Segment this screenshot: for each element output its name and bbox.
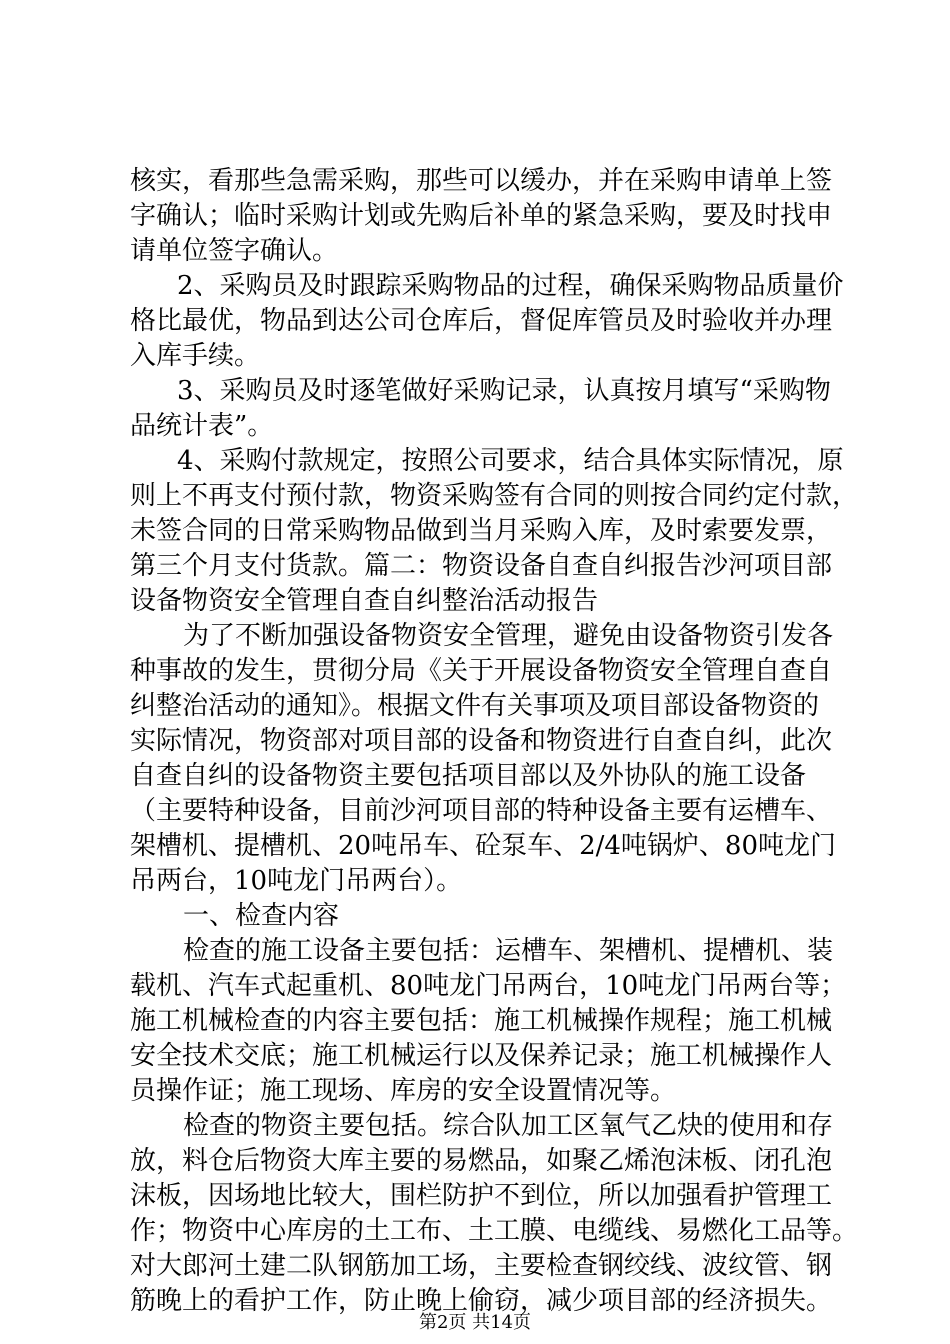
paragraph-start-line: 3、采购员及时逐笔做好采购记录，认真按月填写“采购物 xyxy=(177,376,831,406)
text-line: 实际情况，物资部对项目部的设备和物资进行自查自纠，此次 xyxy=(130,726,833,756)
text-line: 第三个月支付货款。篇二：物资设备自查自纠报告沙河项目部 xyxy=(130,551,833,581)
text-line: 自查自纠的设备物资主要包括项目部以及外协队的施工设备 xyxy=(130,761,807,791)
page-number-footer: 第2页 共14页 xyxy=(418,1312,532,1333)
text-line: 沫板，因场地比较大，围栏防护不到位，所以加强看护管理工 xyxy=(130,1181,833,1211)
text-line: 设备物资安全管理自查自纠整治活动报告 xyxy=(130,586,599,616)
text-line: 筋晚上的看护工作，防止晚上偷窃，减少项目部的经济损失。 xyxy=(130,1286,833,1316)
text-line: 请单位签字确认。 xyxy=(130,236,339,266)
text-line: 则上不再支付预付款，物资采购签有合同的则按合同约定付款， xyxy=(130,481,859,511)
text-line: 作；物资中心库房的土工布、土工膜、电缆线、易燃化工品等。 xyxy=(130,1216,859,1246)
text-line: 架槽机、提槽机、20吨吊车、砼泵车、2/4吨锅炉、80吨龙门 xyxy=(130,831,837,861)
text-line: 载机、汽车式起重机、80吨龙门吊两台，10吨龙门吊两台等； xyxy=(130,971,847,1001)
text-line: 放，料仓后物资大库主要的易燃品，如聚乙烯泡沫板、闭孔泡 xyxy=(130,1146,833,1176)
text-line: 格比最优，物品到达公司仓库后，督促库管员及时验收并办理 xyxy=(130,306,833,336)
text-line: 入库手续。 xyxy=(130,341,261,371)
paragraph-start-line: 为了不断加强设备物资安全管理，避免由设备物资引发各 xyxy=(183,621,834,651)
text-line: 种事故的发生，贯彻分局《关于开展设备物资安全管理自查自 xyxy=(130,656,833,686)
text-line: 品统计表”。 xyxy=(130,411,274,441)
paragraph-start-line: 2、采购员及时跟踪采购物品的过程，确保采购物品质量价 xyxy=(177,271,844,301)
text-line: 核实，看那些急需采购，那些可以缓办，并在采购申请单上签 xyxy=(130,166,833,196)
text-line: 纠整治活动的通知》。根据文件有关事项及项目部设备物资的 xyxy=(130,691,820,721)
text-line: 员操作证；施工现场、库房的安全设置情况等。 xyxy=(130,1076,677,1106)
paragraph-start-line: 4、采购付款规定，按照公司要求，结合具体实际情况，原 xyxy=(177,446,844,476)
text-line: 字确认；临时采购计划或先购后补单的紧急采购，要及时找申 xyxy=(130,201,833,231)
text-line: 安全技术交底；施工机械运行以及保养记录；施工机械操作人 xyxy=(130,1041,833,1071)
section-heading: 一、检查内容 xyxy=(183,901,340,931)
text-line: （主要特种设备，目前沙河项目部的特种设备主要有运槽车、 xyxy=(130,796,833,826)
paragraph-start-line: 检查的施工设备主要包括：运槽车、架槽机、提槽机、装 xyxy=(183,936,834,966)
text-line: 对大郎河土建二队钢筋加工场，主要检查钢绞线、波纹管、钢 xyxy=(130,1251,833,1281)
paragraph-start-line: 检查的物资主要包括。综合队加工区氧气乙炔的使用和存 xyxy=(183,1111,834,1141)
text-line: 吊两台，10吨龙门吊两台）。 xyxy=(130,866,463,896)
text-line: 施工机械检查的内容主要包括：施工机械操作规程；施工机械 xyxy=(130,1006,833,1036)
text-line: 未签合同的日常采购物品做到当月采购入库，及时索要发票， xyxy=(130,516,833,546)
